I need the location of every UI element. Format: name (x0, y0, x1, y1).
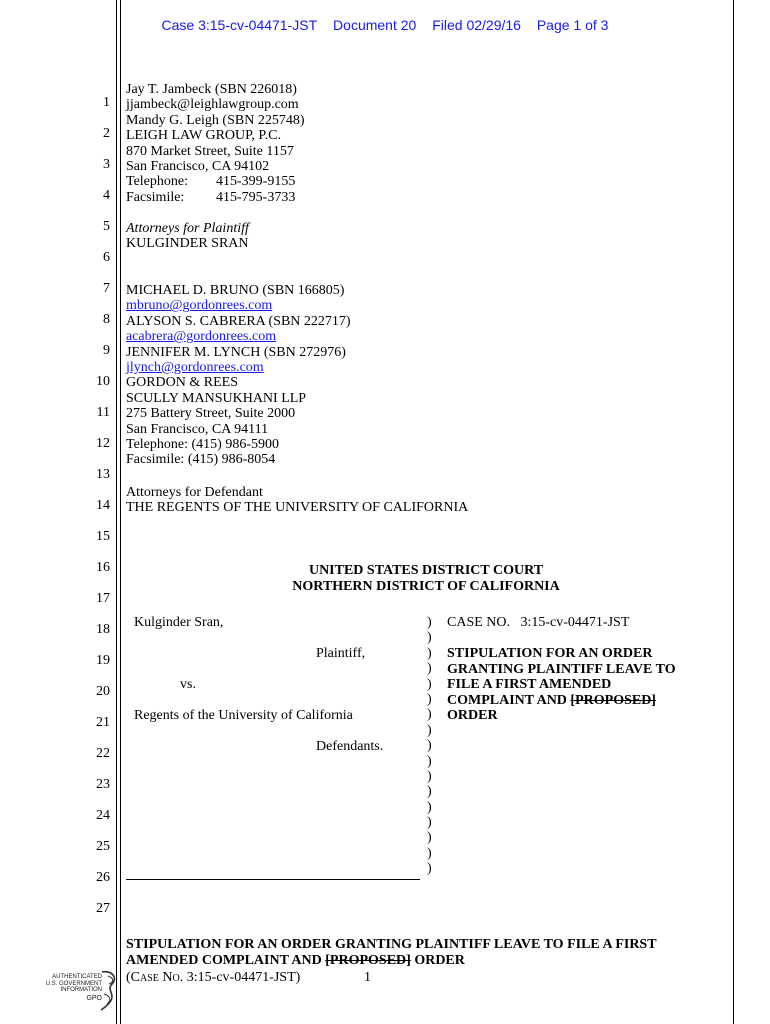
counsel-line: Mandy G. Leigh (SBN 225748) (126, 112, 305, 128)
header-case: Case 3:15-cv-04471-JST (161, 17, 318, 33)
counsel-telephone: Telephone: (415) 986-5900 (126, 436, 279, 452)
facsimile-label: Facsimile: (126, 189, 185, 205)
caption-paren: ) (427, 645, 432, 661)
gpo-authentication-badge (36, 968, 116, 1014)
counsel-line: Jay T. Jambeck (SBN 226018) (126, 82, 297, 97)
line-number: 18 (96, 622, 110, 637)
counsel-email-link[interactable]: jjambeck@leighlawgroup.com (126, 97, 299, 113)
caption-paren: ) (427, 630, 432, 646)
caption-paren: ) (427, 722, 432, 738)
title-line: STIPULATION FOR AN ORDER (447, 646, 653, 661)
header-filed: Filed 02/29/16 (432, 17, 521, 33)
line-number: 26 (96, 870, 110, 885)
footer-document-title (126, 937, 657, 969)
caption-document-title (447, 646, 676, 724)
title-struck-proposed: [PROPOSED] (570, 692, 656, 708)
footer-title-text: ORDER (410, 953, 465, 968)
caption-plaintiff-name: Kulginder Sran, (134, 615, 224, 630)
header-document: Document 20 (333, 17, 417, 33)
caption-paren: ) (427, 676, 432, 692)
caption-paren: ) (427, 845, 432, 861)
caption-defendant-name: Regents of the University of California (134, 708, 353, 723)
attorneys-for-label: Attorneys for Defendant (126, 485, 263, 500)
gpo-line: INFORMATION (60, 987, 102, 993)
line-number: 8 (103, 312, 110, 327)
line-number: 2 (103, 126, 110, 141)
facsimile-number: 415-795-3733 (216, 189, 296, 205)
line-number: 14 (96, 498, 110, 513)
client-name: KULGINDER SRAN (126, 236, 249, 252)
counsel-email-link[interactable]: acabrera@gordonrees.com (126, 329, 277, 345)
line-number: 16 (96, 560, 110, 575)
caption-plaintiff-label: Plaintiff, (316, 646, 366, 661)
counsel-line: MICHAEL D. BRUNO (SBN 166805) (126, 283, 345, 298)
caption-paren: ) (427, 707, 432, 723)
right-margin-rule (733, 0, 734, 1024)
line-number: 17 (96, 591, 110, 606)
court-name: UNITED STATES DISTRICT COURT (308, 563, 544, 578)
caption-defendant-label: Defendants. (316, 739, 384, 754)
counsel-facsimile (126, 190, 305, 205)
caption-paren: ) (427, 768, 432, 784)
caption-case-number: CASE NO. 3:15-cv-04471-JST (447, 615, 630, 630)
caption-paren: ) (427, 691, 432, 707)
court-district: NORTHERN DISTRICT OF CALIFORNIA (292, 579, 560, 594)
counsel-address: 275 Battery Street, Suite 2000 (126, 406, 296, 422)
caption-paren: ) (427, 661, 432, 677)
footer-title-text: AMENDED COMPLAINT AND (126, 953, 326, 968)
line-number: 4 (103, 188, 110, 203)
line-number: 21 (96, 715, 110, 730)
plaintiff-counsel-block (126, 82, 305, 205)
defense-attorneys-for (126, 485, 468, 516)
counsel-line: JENNIFER M. LYNCH (SBN 272976) (126, 344, 346, 360)
filing-header (0, 17, 770, 33)
counsel-address: 870 Market Street, Suite 1157 (126, 143, 294, 159)
case-ref-part: N (158, 970, 173, 985)
case-ref-part: ASE (140, 973, 159, 984)
line-number: 24 (96, 808, 110, 823)
footer-title-line (126, 953, 657, 969)
footer-case-reference (126, 970, 300, 986)
caption-underline (126, 879, 420, 880)
case-ref-part: (C (126, 970, 140, 985)
line-number: 12 (96, 436, 110, 451)
counsel-email-link[interactable]: jlynch@gordonrees.com (126, 359, 264, 375)
client-name: THE REGENTS OF THE UNIVERSITY OF CALIFORNIA (126, 500, 469, 516)
line-number: 10 (96, 374, 110, 389)
title-line: FILE A FIRST AMENDED (447, 677, 612, 693)
caption-paren: ) (427, 753, 432, 769)
caption-paren: ) (427, 738, 432, 754)
case-ref-part: . 3:15-cv-04471-JST) (179, 970, 301, 985)
counsel-facsimile: Facsimile: (415) 986-8054 (126, 452, 276, 468)
footer-struck-proposed: [PROPOSED] (325, 953, 411, 968)
title-line (447, 693, 676, 709)
line-number: 3 (103, 157, 110, 172)
footer-page-number: 1 (364, 970, 371, 985)
header-page: Page 1 of 3 (536, 17, 609, 33)
gpo-line: U.S. GOVERNMENT (45, 980, 102, 987)
counsel-firm: SCULLY MANSUKHANI LLP (126, 390, 307, 406)
telephone-number: 415-399-9155 (216, 174, 296, 190)
line-number: 19 (96, 653, 110, 668)
gpo-line: AUTHENTICATED (52, 974, 102, 980)
line-number: 15 (96, 529, 110, 544)
caption-paren: ) (427, 784, 432, 800)
caption-paren: ) (427, 861, 432, 877)
line-number: 25 (96, 839, 110, 854)
title-line: ORDER (447, 708, 498, 724)
line-number: 6 (103, 250, 110, 265)
counsel-city: San Francisco, CA 94111 (126, 421, 269, 437)
left-margin-rule-inner (120, 0, 121, 1024)
counsel-line: ALYSON S. CABRERA (SBN 222717) (126, 313, 351, 329)
attorneys-for-label: Attorneys for Plaintiff (126, 221, 249, 236)
caption-paren: ) (427, 615, 432, 630)
caption-vs: vs. (180, 677, 196, 692)
counsel-firm: LEIGH LAW GROUP, P.C. (126, 128, 281, 144)
line-number: 27 (96, 901, 110, 916)
line-number: 11 (96, 405, 110, 420)
caption-paren: ) (427, 815, 432, 831)
line-number: 1 (103, 95, 110, 110)
eagle-emblem-icon (98, 968, 120, 1012)
counsel-email-link[interactable]: mbruno@gordonrees.com (126, 298, 273, 314)
line-number: 7 (103, 281, 110, 296)
left-margin-rule-outer (116, 0, 117, 1024)
line-number: 9 (103, 343, 110, 358)
counsel-city: San Francisco, CA 94102 (126, 158, 270, 174)
defense-counsel-block (126, 283, 351, 468)
counsel-telephone (126, 174, 305, 189)
counsel-firm: GORDON & REES (126, 375, 239, 391)
caption-paren: ) (427, 799, 432, 815)
line-number: 13 (96, 467, 110, 482)
line-number: 5 (103, 219, 110, 234)
gpo-line: GPO (86, 994, 102, 1002)
caption-parentheses (427, 615, 432, 877)
title-line: GRANTING PLAINTIFF LEAVE TO (447, 661, 676, 677)
gpo-badge-text (36, 974, 102, 1002)
line-number: 22 (96, 746, 110, 761)
case-ref-part: O (172, 973, 180, 984)
court-heading (126, 563, 726, 595)
plaintiff-attorneys-for (126, 221, 249, 252)
line-number: 20 (96, 684, 110, 699)
caption-paren: ) (427, 830, 432, 846)
title-text: COMPLAINT AND (447, 692, 571, 708)
line-number: 23 (96, 777, 110, 792)
footer-title-line: STIPULATION FOR AN ORDER GRANTING PLAINTIFF LEAVE TO FILE A FIRST (126, 937, 657, 952)
telephone-label: Telephone: (126, 174, 188, 190)
